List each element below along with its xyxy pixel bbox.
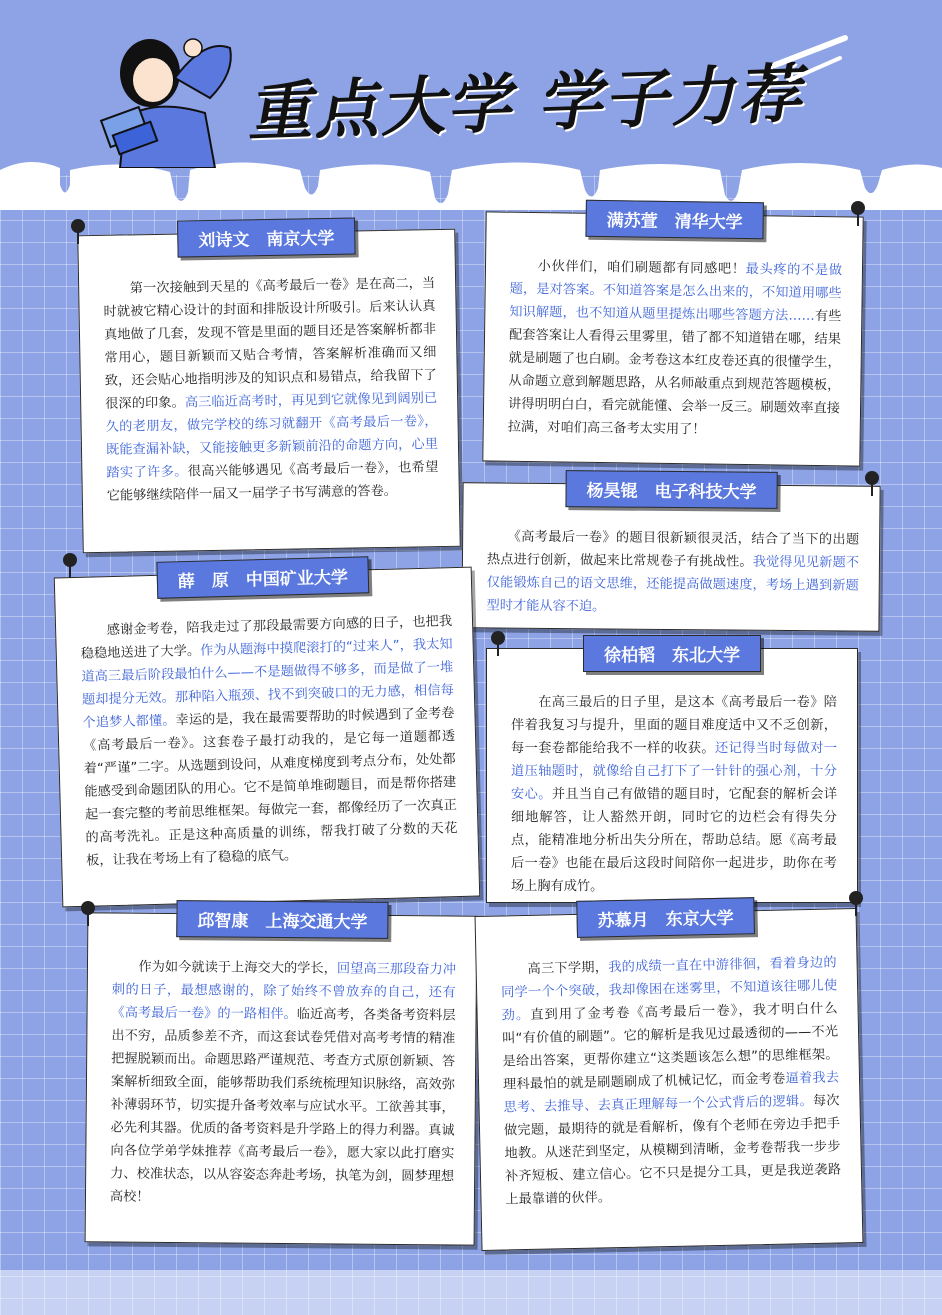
- testimonial-text: 高三下学期，我的成绩一直在中游徘徊，看着身边的同学一个个突破，我却像困在迷雾里，不知道该往哪儿使劲。直到用了金考卷《高考最后一卷》，我才明白什么叫“有价值的刷题”。它的解析是我见过最透彻的——不光是给出答案，更帮你建立“这类题该怎么想”的思维框架。理科最怕的就是刷题刷成了机械记忆，而金考卷逼着我去思考、去推导、去真正理解每一个公式背后的逻辑。每次做完题，最期待的就是看解析，像有个老师在旁边手把手地教。从迷茫到坚定，从模糊到清晰，金考卷帮我一步步补齐短板、建立信心。它不只是提分工具，更是我逆袭路上最靠谱的伙伴。: [500, 955, 842, 1208]
- page-title: 重点大学 学子力荐: [245, 56, 815, 151]
- student-name-badge: 徐柏韬 东北大学: [583, 635, 761, 672]
- pushpin-icon: [488, 630, 508, 656]
- testimonial-text: 小伙伴们，咱们刷题都有同感吧！最头疼的不是做题，是对答案。不知道答案是怎么出来的，不知道用哪些知识解题，也不知道从题里提炼出哪些答题方法……有些配套答案让人看得云里雾里，错了都不知道错在哪，结果就是刷题了也白刷。金考卷这本红皮卷还真的很懂学生，从命题立意到解题思路，从名师敲重点到规范答题模板，讲得明明白白，看完就能懂、会举一反三。刷题效率直接拉满，对咱们高三备考太实用了！: [507, 258, 843, 438]
- student-name-badge: 邱智康 上海交通大学: [176, 900, 388, 939]
- pushpin-icon: [78, 900, 98, 926]
- testimonial-text: 在高三最后的日子里，是这本《高考最后一卷》陪伴着我复习与提升，里面的题目难度适中又不乏创新，每一套卷都能给我不一样的收获。还记得当时每做对一道压轴题时，就像给自己打下了一针针的强心剂，十分安心。并且当自己有做错的题目时，它配套的解析会详细地解答，让人豁然开朗，同时它的边栏会有得失分点，能精准地分析出失分所在，帮助总结。愿《高考最后一卷》也能在最后这段时间陪你一起进步，助你在考场上胸有成竹。: [511, 695, 838, 894]
- testimonial-card-su: [475, 908, 864, 1251]
- pushpin-icon: [848, 200, 868, 226]
- testimonial-card-qiu: [85, 912, 478, 1245]
- testimonial-text: 作为如今就读于上海交大的学长，回望高三那段奋力冲刺的日子，最想感谢的，除了始终不曾放弃的自己，还有《高考最后一卷》的一路相伴。临近高考，各类备考资料层出不穷，品质参差不齐，而这套试卷凭借对高考考情的精准把握脱颖而出。命题思路严谨规范、考查方式原创新颖、答案解析细致全面，能够帮助我们系统梳理知识脉络，高效弥补薄弱环节，切实提升备考效率与应试水平。工欲善其事，必先利其器。优质的备考资料是升学路上的得力利器。真诚向各位学弟学妹推荐《高考最后一卷》，愿大家以此打磨实力、校准状态，以从容姿态奔赴考场，执笔为剑，圆梦理想高校！: [109, 959, 457, 1205]
- decor-strokes: [770, 30, 850, 90]
- pushpin-icon: [60, 552, 80, 578]
- student-name-badge: 满苏萱 清华大学: [585, 200, 763, 239]
- testimonial-card-yang: [461, 482, 880, 632]
- testimonial-card-man: [482, 211, 863, 466]
- testimonial-card-xue: [54, 567, 480, 908]
- student-name-badge: 薛 原 中国矿业大学: [156, 556, 369, 599]
- testimonial-text: 第一次接触到天星的《高考最后一卷》是在高二，当时就被它精心设计的封面和排版设计所吸引。后来认认真真地做了几套，发现不管是里面的题目还是答案解析都非常用心，题目新颖而又贴合考情，答案解析准确而又细致，还会贴心地指明涉及的知识点和易错点，给我留下了很深的印象。高三临近高考时，再见到它就像见到阔别已久的老朋友，做完学校的练习就翻开《高考最后一卷》，既能查漏补缺，又能接触更多新颖前沿的命题方向，心里踏实了许多。很高兴能够遇见《高考最后一卷》，也希望它能够继续陪伴一届又一届学子书写满意的答卷。: [103, 276, 439, 504]
- testimonial-text: 《高考最后一卷》的题目很新颖很灵活，结合了当下的出题热点进行创新，做起来比常规卷子有挑战性。我觉得见见新题不仅能锻炼自己的语文思维，还能提高做题速度，考场上遇到新题型时才能从容不迫。: [486, 529, 860, 615]
- testimonial-text: 感谢金考卷，陪我走过了那段最需要方向感的日子，也把我稳稳地送进了大学。作为从题海中摸爬滚打的“过来人”，我太知道高三最后阶段最怕什么——不是题做得不够多，而是做了一堆题却提分无效。那种陷入瓶颈、找不到突破口的无力感，相信每个追梦人都懂。幸运的是，我在最需要帮助的时候遇到了金考卷《高考最后一卷》。这套卷子最打动我的，是它每一道题都透着“严谨”二字。从选题到设问，从难度梯度到考点分布，处处都能感受到命题团队的用心。它不是简单堆砌题目，而是帮你搭建起一套完整的考前思维框架。每做完一套，都像经历了一次真正的高考洗礼。正是这种高质量的训练，帮我打破了分数的天花板，让我在考场上有了稳稳的底气。: [79, 614, 458, 869]
- bottom-stripe: [0, 1270, 942, 1315]
- pushpin-icon: [862, 470, 882, 496]
- testimonial-card-liu: [77, 229, 460, 554]
- testimonial-card-xu: [486, 648, 858, 903]
- pushpin-icon: [846, 890, 866, 916]
- student-name-badge: 刘诗文 南京大学: [177, 217, 356, 257]
- student-name-badge: 杨昊锟 电子科技大学: [565, 470, 777, 509]
- student-illustration: [95, 18, 245, 168]
- student-name-badge: 苏慕月 东京大学: [576, 897, 755, 938]
- pushpin-icon: [68, 218, 88, 244]
